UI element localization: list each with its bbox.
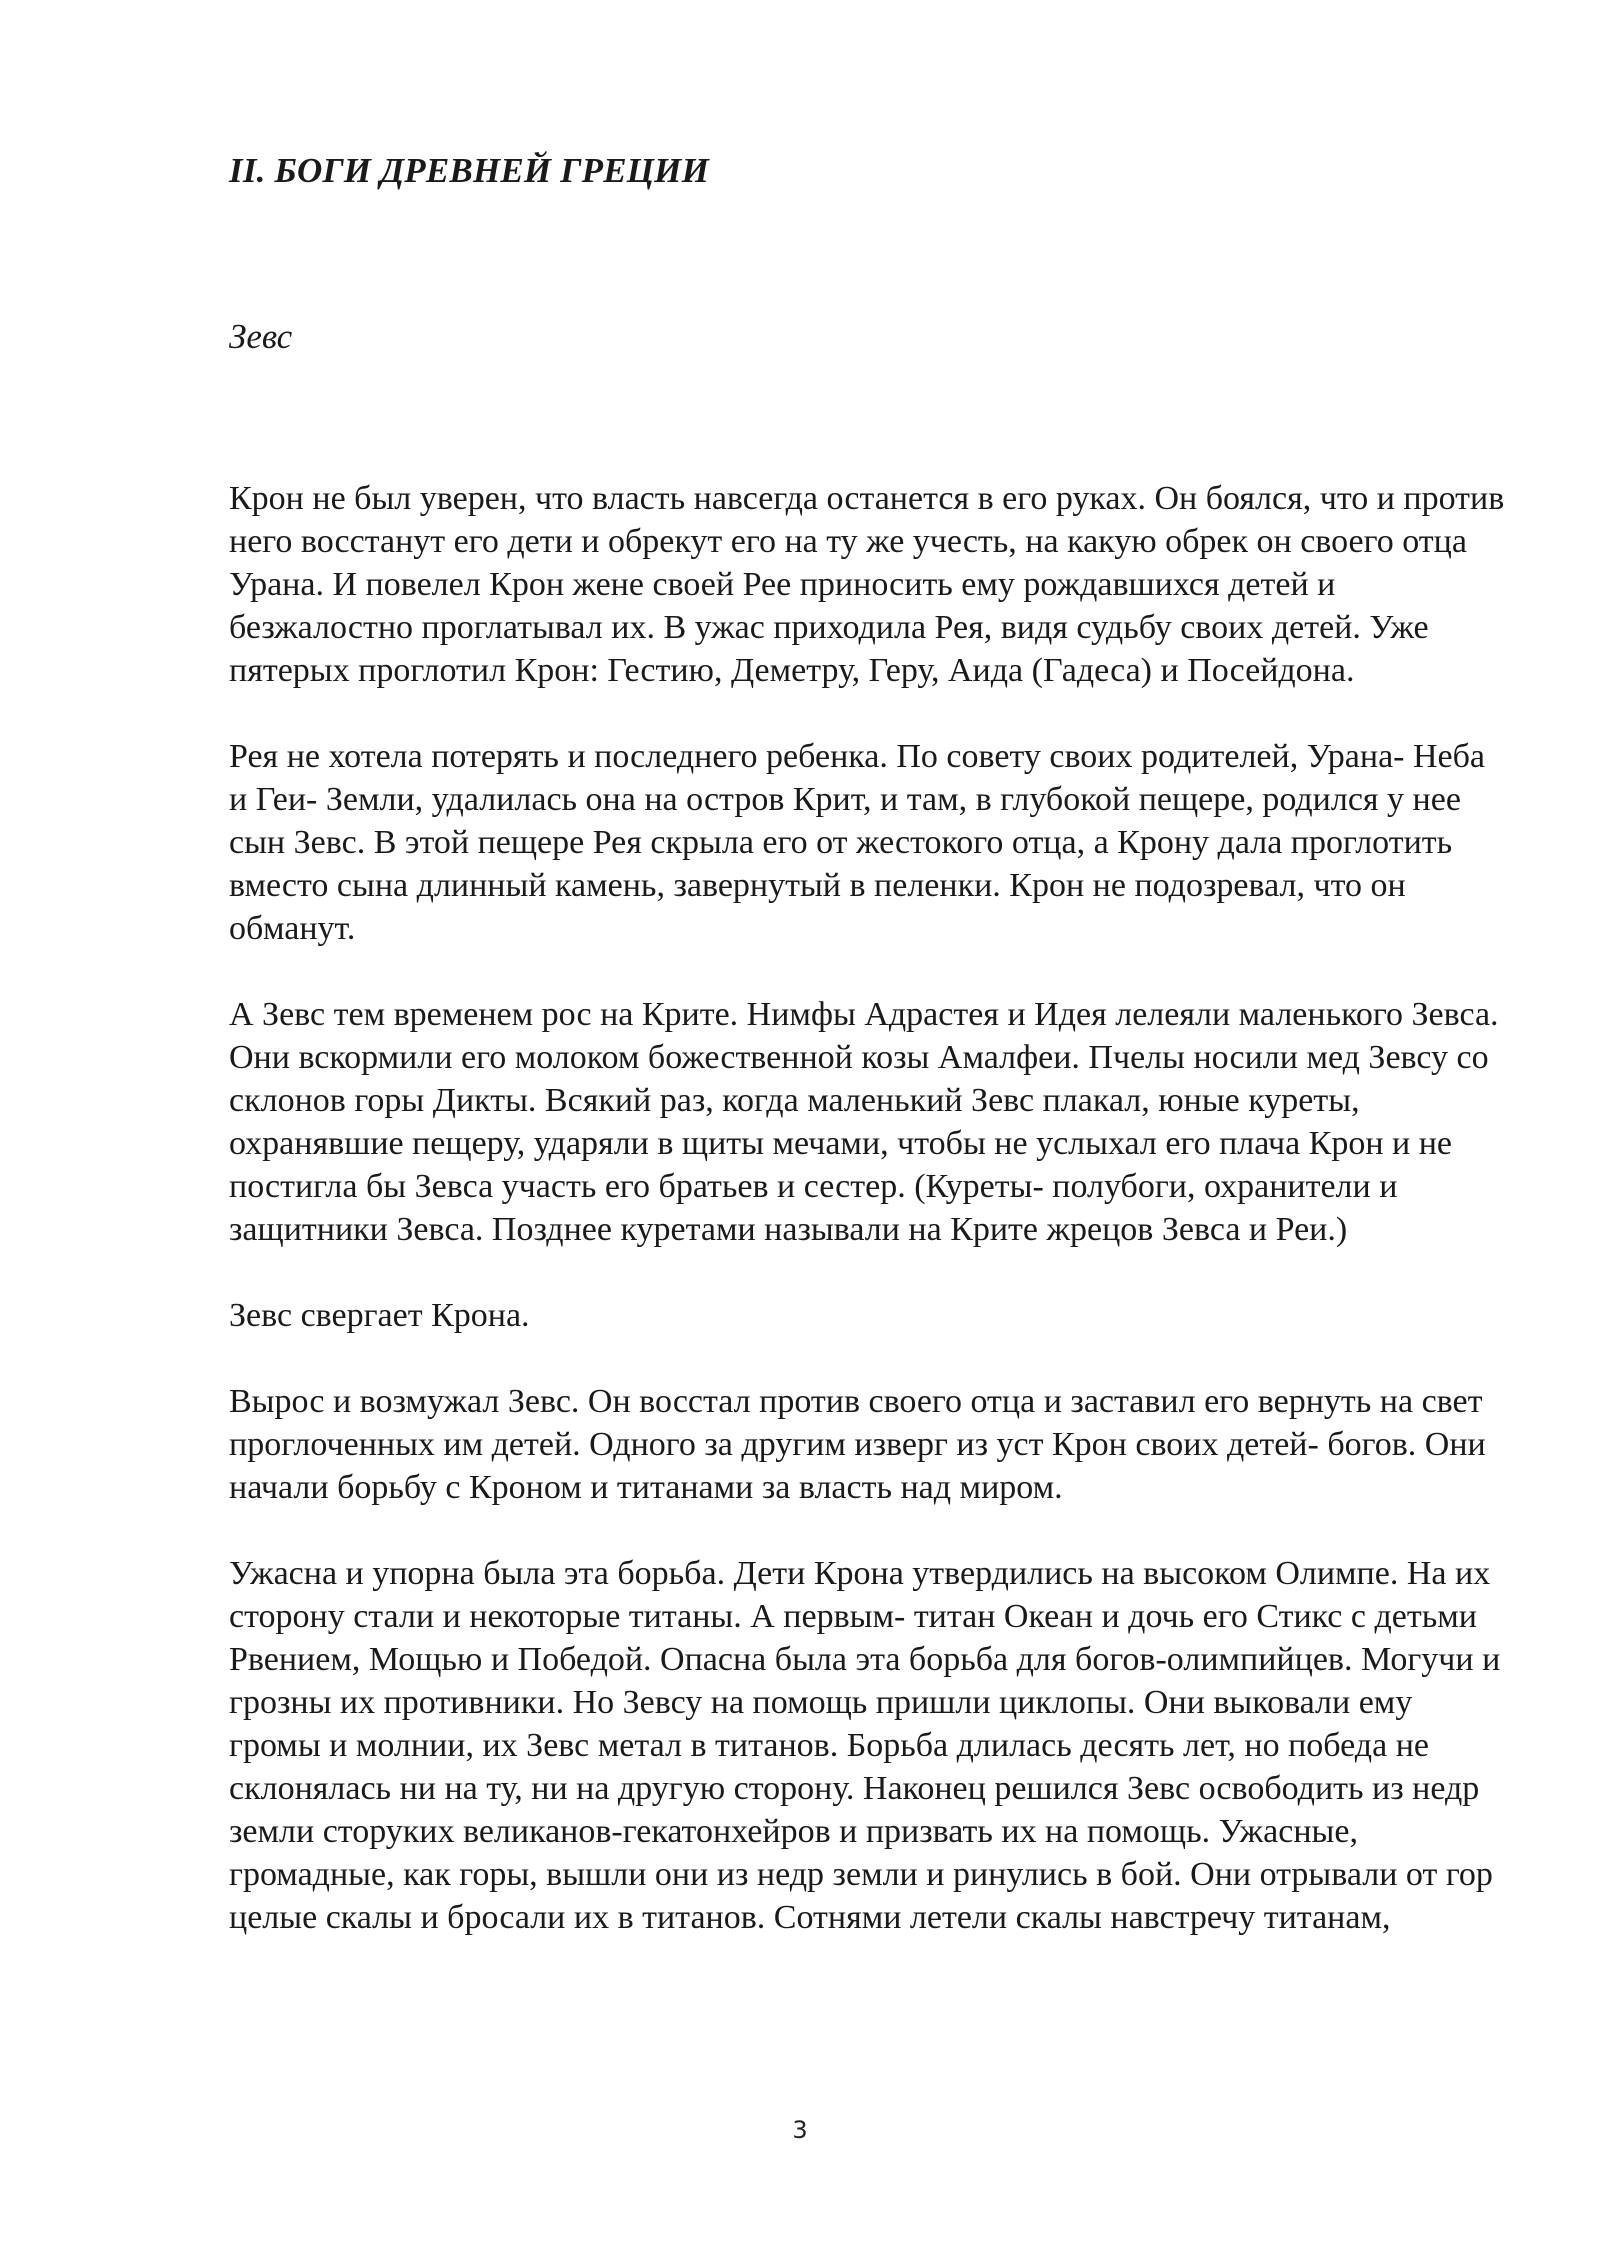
chapter-title: II. БОГИ ДРЕВНЕЙ ГРЕЦИИ	[229, 151, 710, 190]
paragraph: Ужасна и упорна была эта борьба. Дети Крона утвердились на высоком Олимпе. На их сторону стали и некоторые титаны. А первым- титан Океан и дочь его Стикс с детьми Рвением, Мощью и Победой. Опасна была эта борьба для богов-олимпийцев. Могучи и грозны их противники. Но Зевсу на помощь пришли циклопы. Они выковали ему громы и молнии, их Зевс метал в титанов. Борьба длилась десять лет, но победа не склонялась ни на ту, ни на другую сторону. Наконец решился Зевс освободить из недр земли сторуких великанов-гекатонхейров и призвать их на помощь. Ужасные, громадные, как горы, вышли они из недр земли и ринулись в бой. Они отрывали от гор целые скалы и бросали их в титанов. Сотнями летели скалы навстречу титанам,	[229, 1555, 1501, 1936]
paragraph: Вырос и возмужал Зевс. Он восстал против своего отца и заставил его вернуть на свет проглоченных им детей. Одного за другим изверг из уст Крон своих детей- богов. Они начали борьбу с Кроном и титанами за власть над миром.	[229, 1383, 1486, 1506]
section-title: Зевс	[229, 317, 293, 356]
page-number: 3	[792, 2116, 808, 2144]
paragraph: Крон не был уверен, что власть навсегда останется в его руках. Он боялся, что и против него восстанут его дети и обрекут его на ту же учесть, на какую обрек он своего отца Урана. И повелел Крон жене своей Рее приносить ему рождавшихся детей и безжалостно проглатывал их. В ужас приходила Рея, видя судьбу своих детей. Уже пятерых проглотил Крон: Гестию, Деметру, Геру, Аида (Гадеса) и Посейдона.	[229, 480, 1505, 689]
paragraph: А Зевс тем временем рос на Крите. Нимфы Адрастея и Идея лелеяли маленького Зевса. Они вскормили его молоком божественной козы Амалфеи. Пчелы носили мед Зевсу со склонов горы Дикты. Всякий раз, когда маленький Зевс плакал, юные куреты, охранявшие пещеру, ударяли в щиты мечами, чтобы не услыхал его плача Крон и не постигла бы Зевса участь его братьев и сестер. (Куреты- полубоги, охранители и защитники Зевса. Позднее куретами называли на Крите жрецов Зевса и Реи.)	[229, 996, 1499, 1248]
paragraph-subheading: Зевс свергает Крона.	[229, 1297, 530, 1334]
paragraph: Рея не хотела потерять и последнего ребенка. По совету своих родителей, Урана- Неба и Геи- Земли, удалилась она на остров Крит, и там, в глубокой пещере, родился у нее сын Зевс. В этой пещере Рея скрыла его от жестокого отца, а Крону дала проглотить вместо сына длинный камень, завернутый в пеленки. Крон не подозревал, что он обманут.	[229, 738, 1486, 947]
body-text	[229, 477, 1509, 1939]
